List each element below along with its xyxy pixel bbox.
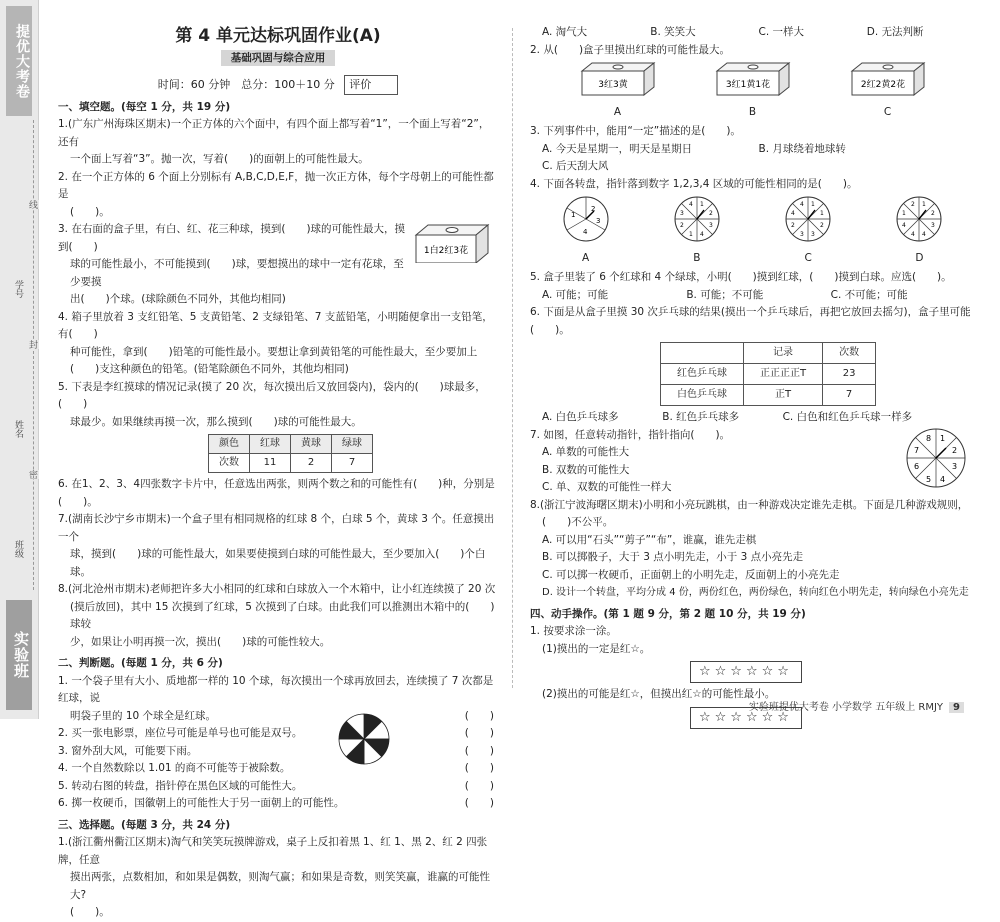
question-line: 1. 一个袋子里有大小、质地都一样的 10 个球，每次摸出一个球再放回去，连续摸了 7 次都是红球，说 [58,674,494,704]
box-option[interactable]: 2红2黄2花 C [843,61,933,121]
options-row [530,141,975,159]
right-column [530,0,975,732]
question-line: 5. 转动右图的转盘，指针停在黑色区域的可能性大。 ( ) [58,778,498,796]
svg-text:3: 3 [679,210,684,217]
svg-text:4: 4 [791,210,795,217]
question-line: 球最少。如果继续再摸一次，那么摸到( )球的可能性最大。 [70,415,362,428]
question-line: 摸出两张，点数相加，和如果是偶数，则淘气赢；和如果是奇数，则笑笑赢，谁赢的可能性大? [70,871,490,901]
table-cell: 23 [823,364,876,385]
table-cell: 白色乒乓球 [661,385,744,406]
table-header: 颜色 [209,435,250,454]
c4-spinners [530,195,975,267]
svg-text:2: 2 [952,445,958,455]
binding-strip [0,0,39,719]
question-line: 6. 下面是从盒子里摸 30 次乒乓球的结果(摸出一个乒乓球后，再把它放回去摇匀)，盒子里可能( )。 [530,306,971,336]
left-column [58,0,498,922]
question-line: ( )支这种颜色的铅笔。(铅笔除颜色不同外，其他均相同) [70,363,349,375]
option[interactable]: A. 可以用“石头”“剪子”“布”，谁赢，谁先走棋 [542,533,757,546]
table-cell: 7 [332,454,373,473]
number-spinner-icon [905,427,967,489]
brand-top: 提优大考卷 [6,6,32,116]
question-line: 少，如果让小明再摸一次，摸出( )球的可能性较大。 [70,635,331,648]
answer-paren[interactable]: ( ) [464,762,494,774]
option[interactable]: B. 可能；不可能 [686,288,764,301]
spinner-icon [562,195,610,243]
question-line: 3. 在右面的盒子里，有白、红、花三种球，摸到( )球的可能性最大，摸到( ) [58,223,406,253]
option[interactable]: C. 后天刮大风 [542,160,609,172]
question-line: 出( )个球。(球除颜色不同外，其他均相同) [70,293,286,305]
table-cell: 7 [823,385,876,406]
judge-block [58,673,498,813]
question-line: 2. 在一个正方体的 6 个面上分别标有 A,B,C,D,E,F，抛一次正方体，每个字母朝上的可能性都是 [58,170,494,200]
svg-text:4: 4 [922,231,927,238]
section-operate: 四、动手操作。(第 1 题 9 分，第 2 题 10 分，共 19 分) [530,607,806,620]
box-icon [713,61,793,97]
svg-text:2: 2 [791,222,795,229]
q3-block [58,221,498,309]
option[interactable]: D. 设计一个转盘，平均分成 4 份，两份红色，两份绿色，转向红色小明先走，转向绿色小亮先走 [542,587,969,598]
cut-label: 密 [27,470,37,479]
box-icon [578,61,658,97]
box-icon [848,61,928,97]
box-label: 1白2红3花 [423,246,469,256]
option[interactable]: A. 淘气大 [542,26,588,38]
table-header [661,343,744,364]
question-line: 8.(浙江宁波海曙区期末)小明和小亮玩跳棋，由一种游戏决定谁先走棋。下面是几种游戏规则， [530,498,969,511]
section-choice: 三、选择题。(每题 3 分，共 24 分) [58,818,231,831]
question-line: 5. 盒子里装了 6 个红球和 4 个绿球，小明( )摸到红球，( )摸到白球。应选( )。 [530,271,952,283]
table-header: 红球 [250,435,291,454]
option[interactable]: A. 今天是星期一，明天是星期日 [542,142,693,155]
question-line: 3. 窗外刮大风，可能要下雨。 ( ) [58,743,498,761]
table-cell: 正正正正T [744,364,823,385]
option[interactable]: C. 可以掷一枚硬币，正面朝上的小明先走，反面朝上的小亮先走 [542,568,840,581]
svg-text:4: 4 [940,474,946,484]
svg-text:3: 3 [800,231,804,238]
svg-text:8: 8 [926,433,932,443]
question-line: 6. 掷一枚硬币，国徽朝上的可能性大于另一面朝上的可能性。 ( ) [58,795,498,813]
spinner-option[interactable]: 1 2 3 4 1 2 3 4 B [657,195,737,267]
question-line: (1)摸出的一定是红☆。 [542,642,651,655]
question-line: 一个面上写着“3”。抛一次，写着( )的面朝上的可能性最大。 [70,153,369,165]
table-header: 绿球 [332,435,373,454]
option[interactable]: B. 可以掷骰子，大于 3 点小明先走，小于 3 点小亮先走 [542,551,804,563]
section-fill: 一、填空题。(每空 1 分，共 19 分) [58,100,231,113]
question-line: 7.(湖南长沙宁乡市期末)一个盒子里有相同规格的红球 8 个，白球 5 个，黄球 3 个。任意摸出一个 [58,513,495,543]
svg-text:4: 4 [582,228,588,236]
svg-text:6: 6 [914,461,920,471]
svg-text:3: 3 [708,222,713,229]
options-row [530,287,975,305]
table-header: 黄球 [291,435,332,454]
svg-text:2红2黄2花: 2红2黄2花 [860,80,905,90]
page-title: 第 4 单元达标巩固作业(A) [175,26,381,46]
svg-text:1: 1 [811,201,815,208]
page-divider [512,28,513,688]
c7-block [530,427,975,497]
star-box[interactable]: ☆☆☆☆☆☆ [690,707,802,729]
option[interactable]: B. 红色乒乓球多 [662,411,740,423]
table-cell: 红色乒乓球 [661,364,744,385]
question-line: 4. 一个自然数除以 1.01 的商不可能等于被除数。 ( ) [58,760,498,778]
exam-meta: 时间：60 分钟 总分：100＋10 分 评价 [58,75,498,95]
table-header: 次数 [823,343,876,364]
question-line: 1.(浙江衢州衢江区期末)淘气和笑笑玩摸牌游戏，桌子上反扣着黑 1、红 1、黑 2、红 2 四张牌，任意 [58,836,488,866]
spinner-icon [673,195,721,243]
option[interactable]: B. 笑笑大 [650,26,696,38]
question-line: 6. 在1、2、3、4四张数字卡片中，任意选出两张，则两个数之和的可能性有( )种，分别是( )。 [58,478,495,508]
svg-text:1: 1 [820,210,824,217]
class-field: 班级 [13,540,23,558]
svg-text:1: 1 [570,211,576,219]
ball-record-table [208,434,373,473]
eval-box[interactable]: 评价 [344,75,398,95]
svg-text:7: 7 [914,445,920,455]
page-footer: 实验班提优大考卷 小学数学 五年级上 RMJY 9 [749,698,964,713]
question-line: 7. 如图，任意转动指针，指针指向( )。 [530,428,731,441]
option[interactable]: C. 白色和红色乒乓球一样多 [782,411,913,423]
cut-label: 封 [27,340,37,349]
question-line: 3. 下列事件中，能用“一定”描述的是( )。 [530,125,741,137]
table-cell: 次数 [209,454,250,473]
svg-text:1: 1 [922,201,927,208]
svg-text:2: 2 [911,201,916,208]
svg-text:1: 1 [699,201,704,208]
question-line: 4. 下面各转盘，指针落到数字 1,2,3,4 区域的可能性相同的是( )。 [530,177,858,190]
table-cell: 正T [744,385,823,406]
svg-text:1: 1 [940,433,946,443]
star-box[interactable]: ☆☆☆☆☆☆ [690,661,802,683]
svg-text:2: 2 [590,205,596,213]
question-line: 5. 下表是李红摸球的情况记录(摸了 20 次，每次摸出后又放回袋内)，袋内的( )球最多，( ) [58,380,486,410]
question-line: ( )。 [70,906,110,918]
option[interactable]: A. 单数的可能性大 [542,446,630,458]
question-line: 球的可能性最小，不可能摸到( )球，要想摸出的球中一定有花球，至少要摸 [70,258,404,288]
svg-text:1: 1 [688,231,693,238]
option[interactable]: A. 可能；可能 [542,288,609,301]
table-header: 记录 [744,343,823,364]
svg-text:4: 4 [902,222,907,229]
answer-paren[interactable]: ( ) [464,744,494,757]
name-field: 姓名 [13,420,23,438]
option[interactable]: A. 白色乒乓球多 [542,411,619,423]
answer-paren[interactable]: ( ) [464,727,494,739]
subtitle: 基础巩固与综合应用 [58,50,498,68]
question-line: 2. 买一张电影票，座位号可能是单号也可能是双号。 ( ) [58,725,498,743]
box-option[interactable]: 3红1黄1花 B [708,61,798,121]
option[interactable]: C. 一样大 [758,26,805,38]
svg-text:3: 3 [595,217,601,225]
box-option[interactable]: 3红3黄 A [573,61,663,121]
table-cell: 2 [291,454,332,473]
question-line: 2. 从( )盒子里摸出红球的可能性最大。 [530,43,731,56]
question-line: ( )不公平。 [542,516,614,528]
options-row [530,409,975,427]
question-line: 球，摸到( )球的可能性最大，如果要使摸到白球的可能性最大，至少要加入( )个白球。 [70,548,486,578]
answer-paren[interactable]: ( ) [464,779,494,792]
option[interactable]: C. 不可能；可能 [830,288,908,301]
svg-text:1: 1 [902,210,907,217]
spinner-option[interactable]: 1 1 2 3 3 2 4 4 C [768,195,848,267]
table-cell: 11 [250,454,291,473]
svg-text:4: 4 [688,201,693,208]
svg-text:4: 4 [911,231,916,238]
svg-text:3: 3 [931,222,936,229]
c2-boxes [550,61,955,121]
spinner-option[interactable]: 2 3 4 1 A [546,195,626,267]
cut-line [33,120,34,590]
option[interactable]: B. 月球绕着地球转 [758,142,846,155]
pingpong-table [660,342,876,406]
question-line: (摸后放回)，其中 15 次摸到了红球，5 次摸到了白球。由此我们可以推测出木箱中的( )球较 [70,600,495,630]
brand-bottom: 实验班 [6,600,32,710]
option[interactable]: B. 双数的可能性大 [542,463,630,476]
svg-text:2: 2 [708,210,713,217]
option[interactable]: C. 单、双数的可能性一样大 [542,481,672,493]
question-line: (2)摸出的可能是红☆，但摸出红☆的可能性最小。 [542,688,776,700]
question-line: 1. 按要求涂一涂。 [530,625,617,637]
ball-box-icon [412,221,492,263]
svg-text:4: 4 [800,201,804,208]
svg-text:3红1黄1花: 3红1黄1花 [725,80,770,90]
page-number: 9 [949,702,964,713]
svg-text:3: 3 [811,231,815,238]
question-line: 1.(广东广州海珠区期末)一个正方体的六个面中，有四个面上都写着“1”，一个面上写着“2”，还有 [58,118,490,148]
svg-text:2: 2 [931,210,936,217]
spinner-icon [784,195,832,243]
options-row [530,24,975,42]
question-line: 明袋子里的 10 个球全是红球。 ( ) [58,708,498,726]
option[interactable]: D. 无法判断 [866,26,924,38]
svg-text:4: 4 [699,231,704,238]
answer-paren[interactable]: ( ) [464,709,494,722]
svg-text:2: 2 [679,222,684,229]
question-line: 4. 箱子里放着 3 支红铅笔、5 支黄铅笔、2 支绿铅笔、7 支蓝铅笔，小明随便拿出一支铅笔，有( ) [58,310,493,340]
svg-text:3: 3 [952,461,958,471]
section-judge: 二、判断题。(每题 1 分，共 6 分) [58,657,223,669]
svg-text:5: 5 [926,474,932,484]
spinner-option[interactable]: 1 2 3 4 4 4 1 2 D [879,195,959,267]
svg-text:2: 2 [820,222,824,229]
answer-paren[interactable]: ( ) [464,797,494,809]
question-line: 种可能性，拿到( )铅笔的可能性最小。要想让拿到黄铅笔的可能性最大，至少要加上 [70,345,478,358]
question-line: 8.(河北沧州市期末)老师把许多大小相同的红球和白球放入一个木箱中，让小红连续摸了 20 次 [58,583,496,595]
spinner-icon [895,195,943,243]
svg-text:3红3黄: 3红3黄 [597,80,628,90]
student-id-field: 学号 [13,280,23,298]
question-line: ( )。 [70,205,110,218]
cut-label: 线 [27,200,37,209]
